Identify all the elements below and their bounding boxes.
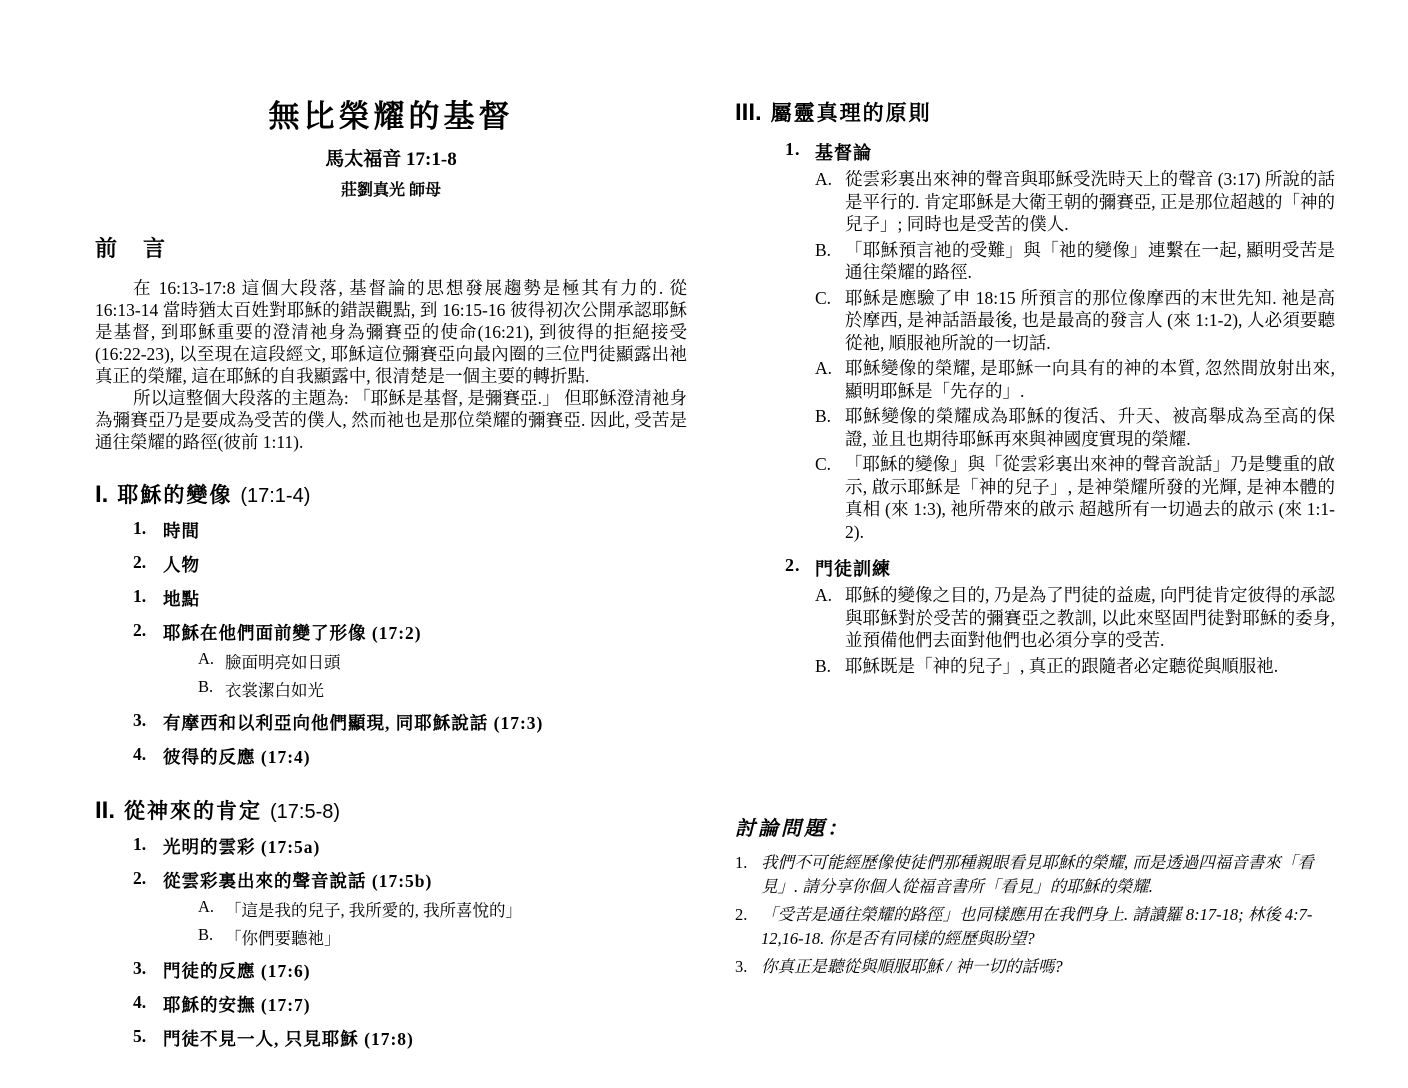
point-letter: B. [815, 406, 832, 426]
item-number: A. [198, 649, 215, 668]
question-text: 我們不可能經歷像使徒們那種親眼看見耶穌的榮耀, 而是透過四福音書來「看見」. 請分享你個人從福音書所「看見」的耶穌的榮耀. [761, 853, 1314, 896]
group-number: 2. [785, 555, 801, 575]
preface-paragraph: 所以這整個大段落的主題為: 「耶穌是基督, 是彌賽亞.」 但耶穌澄清祂身為彌賽亞乃是要成為受苦的僕人, 然而祂也是那位榮耀的彌賽亞. 因此, 受苦是通往榮耀的路徑(彼前 1:11). [95, 388, 687, 452]
question-number: 2. [735, 905, 748, 924]
item-text: 光明的雲彩 (17:5a) [163, 837, 321, 857]
item-number: 4. [133, 992, 147, 1012]
item-number: B. [198, 925, 214, 944]
section-1-heading [95, 479, 687, 509]
point-text: 耶穌既是「神的兒子」, 真正的跟隨者必定聽從與順服祂. [845, 655, 1279, 676]
item-text: 耶穌在他們面前變了形像 (17:2) [163, 623, 422, 643]
point-text: 耶穌是應驗了申 18:15 所預言的那位像摩西的末世先知. 祂是高於摩西, 是神話語最後, 也是最高的發言人 (來 1:1-2), 人必須要聽從祂, 順服祂所說的一切話. [845, 287, 1335, 353]
group-2-title [785, 555, 1335, 581]
truth-point [815, 405, 1335, 450]
question-number: 3. [735, 957, 748, 976]
truth-point [815, 357, 1335, 402]
group-1-title [785, 139, 1335, 165]
truth-point [815, 168, 1335, 236]
outline-item [133, 620, 687, 645]
discussion-question [735, 955, 1340, 979]
item-text: 門徒的反應 (17:6) [163, 961, 311, 981]
outline-item [133, 586, 687, 611]
outline-item [133, 868, 687, 893]
left-column [95, 98, 687, 1051]
discussion-section [735, 812, 1340, 979]
section-1-title: 耶穌的變像 [117, 483, 233, 507]
item-number: 1. [133, 586, 147, 606]
item-text: 門徒不見一人, 只見耶穌 (17:8) [163, 1029, 414, 1049]
point-letter: A. [815, 169, 833, 189]
author-line: 莊劉真光 師母 [340, 182, 441, 199]
discussion-question [735, 903, 1340, 951]
truth-point [815, 287, 1335, 355]
item-number: 5. [133, 1026, 147, 1046]
outline-item [133, 1026, 687, 1051]
section-3-title: 屬靈真理的原則 [770, 101, 932, 125]
truth-point [815, 655, 1335, 678]
point-text: 耶穌變像的榮耀, 是耶穌一向具有的神的本質, 忽然間放射出來, 顯明耶穌是「先存的」. [845, 358, 1335, 401]
item-text: 地點 [163, 589, 200, 609]
point-text: 耶穌的變像之目的, 乃是為了門徒的益處, 向門徒肯定彼得的承認與耶穌對於受苦的彌賽亞之教訓, 以此來堅固門徒對耶穌的委身, 並預備他們去面對他們也必須分享的受苦. [845, 585, 1335, 650]
outline-item [133, 958, 687, 983]
group-text: 門徒訓練 [815, 559, 891, 579]
outline-item [133, 710, 687, 735]
item-text: 從雲彩裏出來的聲音說話 (17:5b) [163, 871, 433, 891]
section-1-numeral: I. [95, 481, 109, 508]
item-number: B. [198, 677, 214, 696]
point-text: 從雲彩裏出來神的聲音與耶穌受洗時天上的聲音 (3:17) 所說的話是平行的. 肯定耶穌是大衛王朝的彌賽亞, 正是那位超越的「神的兒子」; 同時也是受苦的僕人. [845, 169, 1335, 234]
group-number: 1. [785, 139, 801, 159]
scripture-reference: 馬太福音 17:1-8 [325, 149, 457, 170]
item-number: 3. [133, 958, 147, 978]
item-text: 時間 [163, 521, 200, 541]
outline-subitem [198, 649, 687, 673]
section-3-heading [735, 97, 1335, 127]
item-number: 3. [133, 710, 147, 730]
item-number: 4. [133, 744, 147, 764]
point-letter: C. [815, 454, 832, 474]
point-text: 「耶穌的變像」與「從雲彩裏出來神的聲音說話」乃是雙重的啟示, 啟示耶穌是「神的兒子」, 是神榮耀所發的光輝, 是神本體的真相 (來 1:3), 祂所帶來的啟示 超越所有一切過去的啟示 (來 1:1-2). [845, 454, 1335, 542]
outline-item [133, 744, 687, 769]
point-letter: C. [815, 287, 832, 308]
discussion-question [735, 851, 1340, 899]
point-text: 耶穌變像的榮耀成為耶穌的復活、升天、被高舉成為至高的保證, 並且也期待耶穌再來與神國度實現的榮耀. [845, 406, 1335, 449]
item-number: 1. [133, 834, 147, 854]
item-number: 1. [133, 518, 147, 538]
group-text: 基督論 [815, 143, 872, 163]
item-number: 2. [133, 868, 147, 888]
outline-item [133, 518, 687, 543]
question-text: 你真正是聽從與順服耶穌 / 神一切的話嗎? [761, 957, 1063, 976]
discussion-heading: 討論問題： [735, 818, 850, 840]
item-number: 2. [133, 552, 147, 572]
item-number: 2. [133, 620, 147, 640]
truth-point [815, 239, 1335, 284]
item-text: 「這是我的兒子, 我所愛的, 我所喜悅的」 [225, 901, 522, 920]
question-text: 「受苦是通往榮耀的路徑」也同樣應用在我們身上. 請讀羅 8:17-18; 林後 4:7-12,16-18. 你是否有同樣的經歷與盼望? [761, 905, 1313, 948]
outline-subitem [198, 897, 687, 921]
item-number: A. [198, 897, 215, 916]
preface-paragraph: 在 16:13-17:8 這個大段落, 基督論的思想發展趨勢是極其有力的. 從 16:13-14 當時猶太百姓對耶穌的錯誤觀點, 到 16:15-16 彼得初次公開承認耶穌是基督, 到耶穌重要的澄清祂身為彌賽亞的使命(16:21), 到彼得的拒絕接受(16:22-23), 以至現在這段經文, 耶穌這位彌賽亞向最內圈的三位門徒顯露出祂真正的榮耀, 這在耶穌的自我顯露中, 很清楚是一個主要的轉折點. [95, 278, 687, 386]
point-letter: A. [815, 358, 833, 378]
page-title: 無比榮耀的基督 [268, 99, 514, 134]
outline-item [133, 552, 687, 577]
item-text: 「你們要聽祂」 [225, 929, 341, 948]
outline-item [133, 992, 687, 1017]
right-column [735, 97, 1335, 677]
outline-subitem [198, 925, 687, 949]
truth-point [815, 453, 1335, 543]
item-text: 彼得的反應 (17:4) [163, 747, 311, 767]
point-letter: B. [815, 655, 832, 676]
point-text: 「耶穌預言祂的受難」與「祂的變像」連繫在一起, 顯明受苦是通往榮耀的路徑. [845, 239, 1335, 282]
question-number: 1. [735, 853, 748, 872]
item-text: 有摩西和以利亞向他們顯現, 同耶穌說話 (17:3) [163, 713, 544, 733]
item-text: 人物 [163, 555, 200, 575]
item-text: 臉面明亮如日頭 [225, 653, 341, 672]
preface-heading: 前 言 [95, 236, 168, 261]
section-3-numeral: III. [735, 99, 762, 126]
item-text: 衣裳潔白如光 [225, 681, 324, 700]
section-2-ref: (17:5-8) [270, 801, 341, 823]
section-2-numeral: II. [95, 797, 116, 824]
item-text: 耶穌的安撫 (17:7) [163, 995, 311, 1015]
section-2-heading [95, 795, 687, 825]
point-letter: A. [815, 585, 833, 605]
point-letter: B. [815, 239, 832, 260]
section-1-ref: (17:1-4) [240, 485, 311, 507]
outline-item [133, 834, 687, 859]
outline-subitem [198, 677, 687, 701]
truth-point [815, 584, 1335, 652]
section-2-title: 從神來的肯定 [124, 799, 263, 823]
